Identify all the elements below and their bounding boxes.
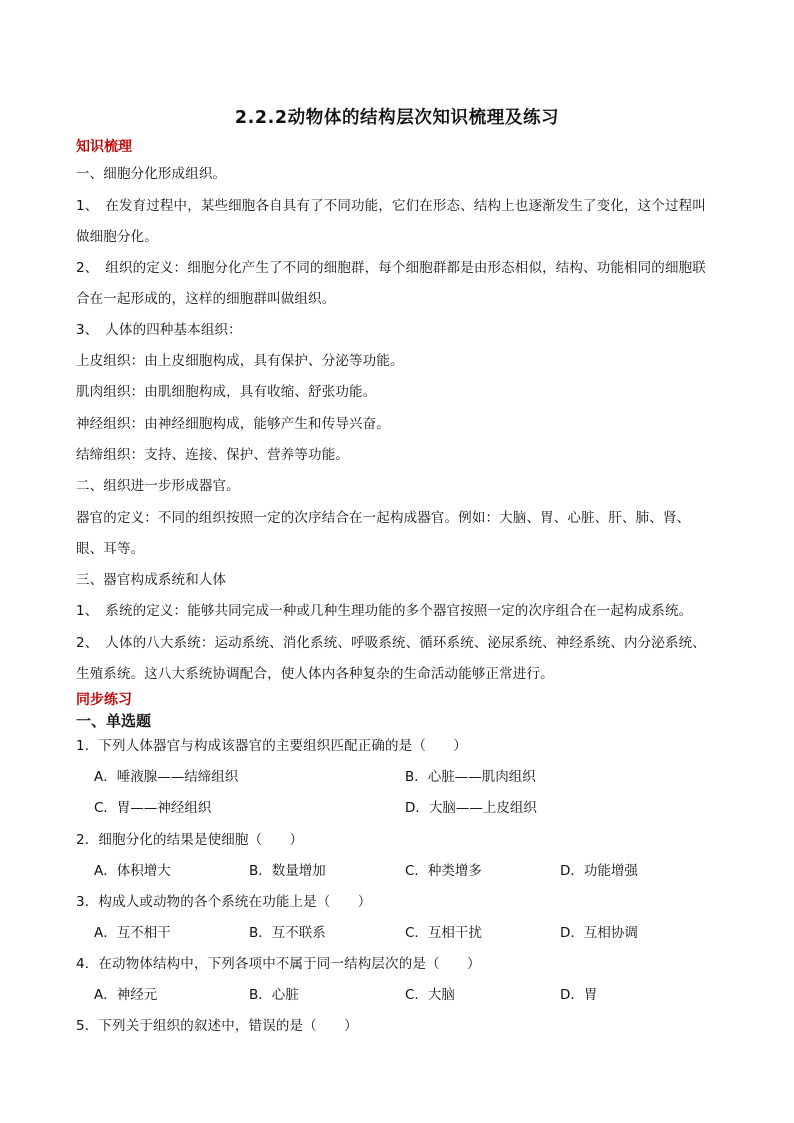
question-option: A．体积增大 — [94, 863, 171, 879]
question-option: C．大脑 — [405, 987, 455, 1003]
question-option: C．种类增多 — [405, 863, 482, 879]
question-option: A．神经元 — [94, 987, 158, 1003]
question-option: B．数量增加 — [249, 863, 326, 879]
question-stem: 3．构成人或动物的各个系统在功能上是（ ） — [76, 894, 372, 910]
question-option: B．心脏 — [249, 987, 299, 1003]
question-option: D．大脑——上皮组织 — [405, 800, 537, 816]
question-option: B．互不联系 — [249, 925, 326, 941]
text-line: 上皮组织：由上皮细胞构成，具有保护、分泌等功能。 — [76, 353, 404, 369]
question-option: B．心脏——肌肉组织 — [405, 769, 536, 785]
text-line: 1、 系统的定义：能够共同完成一种或几种生理功能的多个器官按照一定的次序组合在一起构成系统。 — [76, 603, 693, 619]
text-line: 结缔组织：支持、连接、保护、营养等功能。 — [76, 447, 349, 463]
exercise-heading: 一、单选题 — [76, 712, 152, 730]
text-line: 一、细胞分化形成组织。 — [76, 166, 227, 182]
question-option: D．功能增强 — [560, 863, 638, 879]
question-option: C．胃——神经组织 — [94, 800, 212, 816]
text-line: 肌肉组织：由肌细胞构成，具有收缩、舒张功能。 — [76, 384, 377, 400]
text-line: 三、器官构成系统和人体 — [76, 572, 227, 588]
text-line: 2、 组织的定义：细胞分化产生了不同的细胞群，每个细胞群都是由形态相似，结构、功能相同的细胞联 — [76, 260, 706, 276]
text-line: 做细胞分化。 — [76, 229, 158, 245]
question-stem: 4．在动物体结构中，下列各项中不属于同一结构层次的是（ ） — [76, 956, 481, 972]
section-practice-heading: 同步练习 — [76, 692, 132, 708]
text-line: 3、 人体的四种基本组织： — [76, 322, 242, 338]
question-option: A．互不相干 — [94, 925, 171, 941]
question-stem: 5．下列关于组织的叙述中，错误的是（ ） — [76, 1018, 358, 1034]
text-line: 2、 人体的八大系统：运动系统、消化系统、呼吸系统、循环系统、泌尿系统、神经系统、内分泌系统、 — [76, 635, 706, 651]
text-line: 1、 在发育过程中，某些细胞各自具有了不同功能，它们在形态、结构上也逐渐发生了变化，这个过程叫 — [76, 198, 706, 214]
question-stem: 1．下列人体器官与构成该器官的主要组织匹配正确的是（ ） — [76, 738, 467, 754]
text-line: 生殖系统。这八大系统协调配合，使人体内各种复杂的生命活动能够正常进行。 — [76, 666, 554, 682]
text-line: 器官的定义：不同的组织按照一定的次序结合在一起构成器官。例如：大脑、胃、心脏、肝、肺、肾、 — [76, 510, 691, 526]
question-option: A．唾液腺——结缔组织 — [94, 769, 239, 785]
text-line: 神经组织：由神经细胞构成，能够产生和传导兴奋。 — [76, 416, 390, 432]
text-line: 二、组织进一步形成器官。 — [76, 478, 240, 494]
text-line: 合在一起形成的，这样的细胞群叫做组织。 — [76, 291, 336, 307]
question-option: D．互相协调 — [560, 925, 638, 941]
document-title: 2.2.2动物体的结构层次知识梳理及练习 — [234, 108, 560, 128]
question-option: D．胃 — [560, 987, 598, 1003]
question-option: C．互相干扰 — [405, 925, 482, 941]
section-knowledge-heading: 知识梳理 — [76, 139, 132, 155]
question-stem: 2．细胞分化的结果是使细胞（ ） — [76, 832, 304, 848]
text-line: 眼、耳等。 — [76, 541, 145, 557]
